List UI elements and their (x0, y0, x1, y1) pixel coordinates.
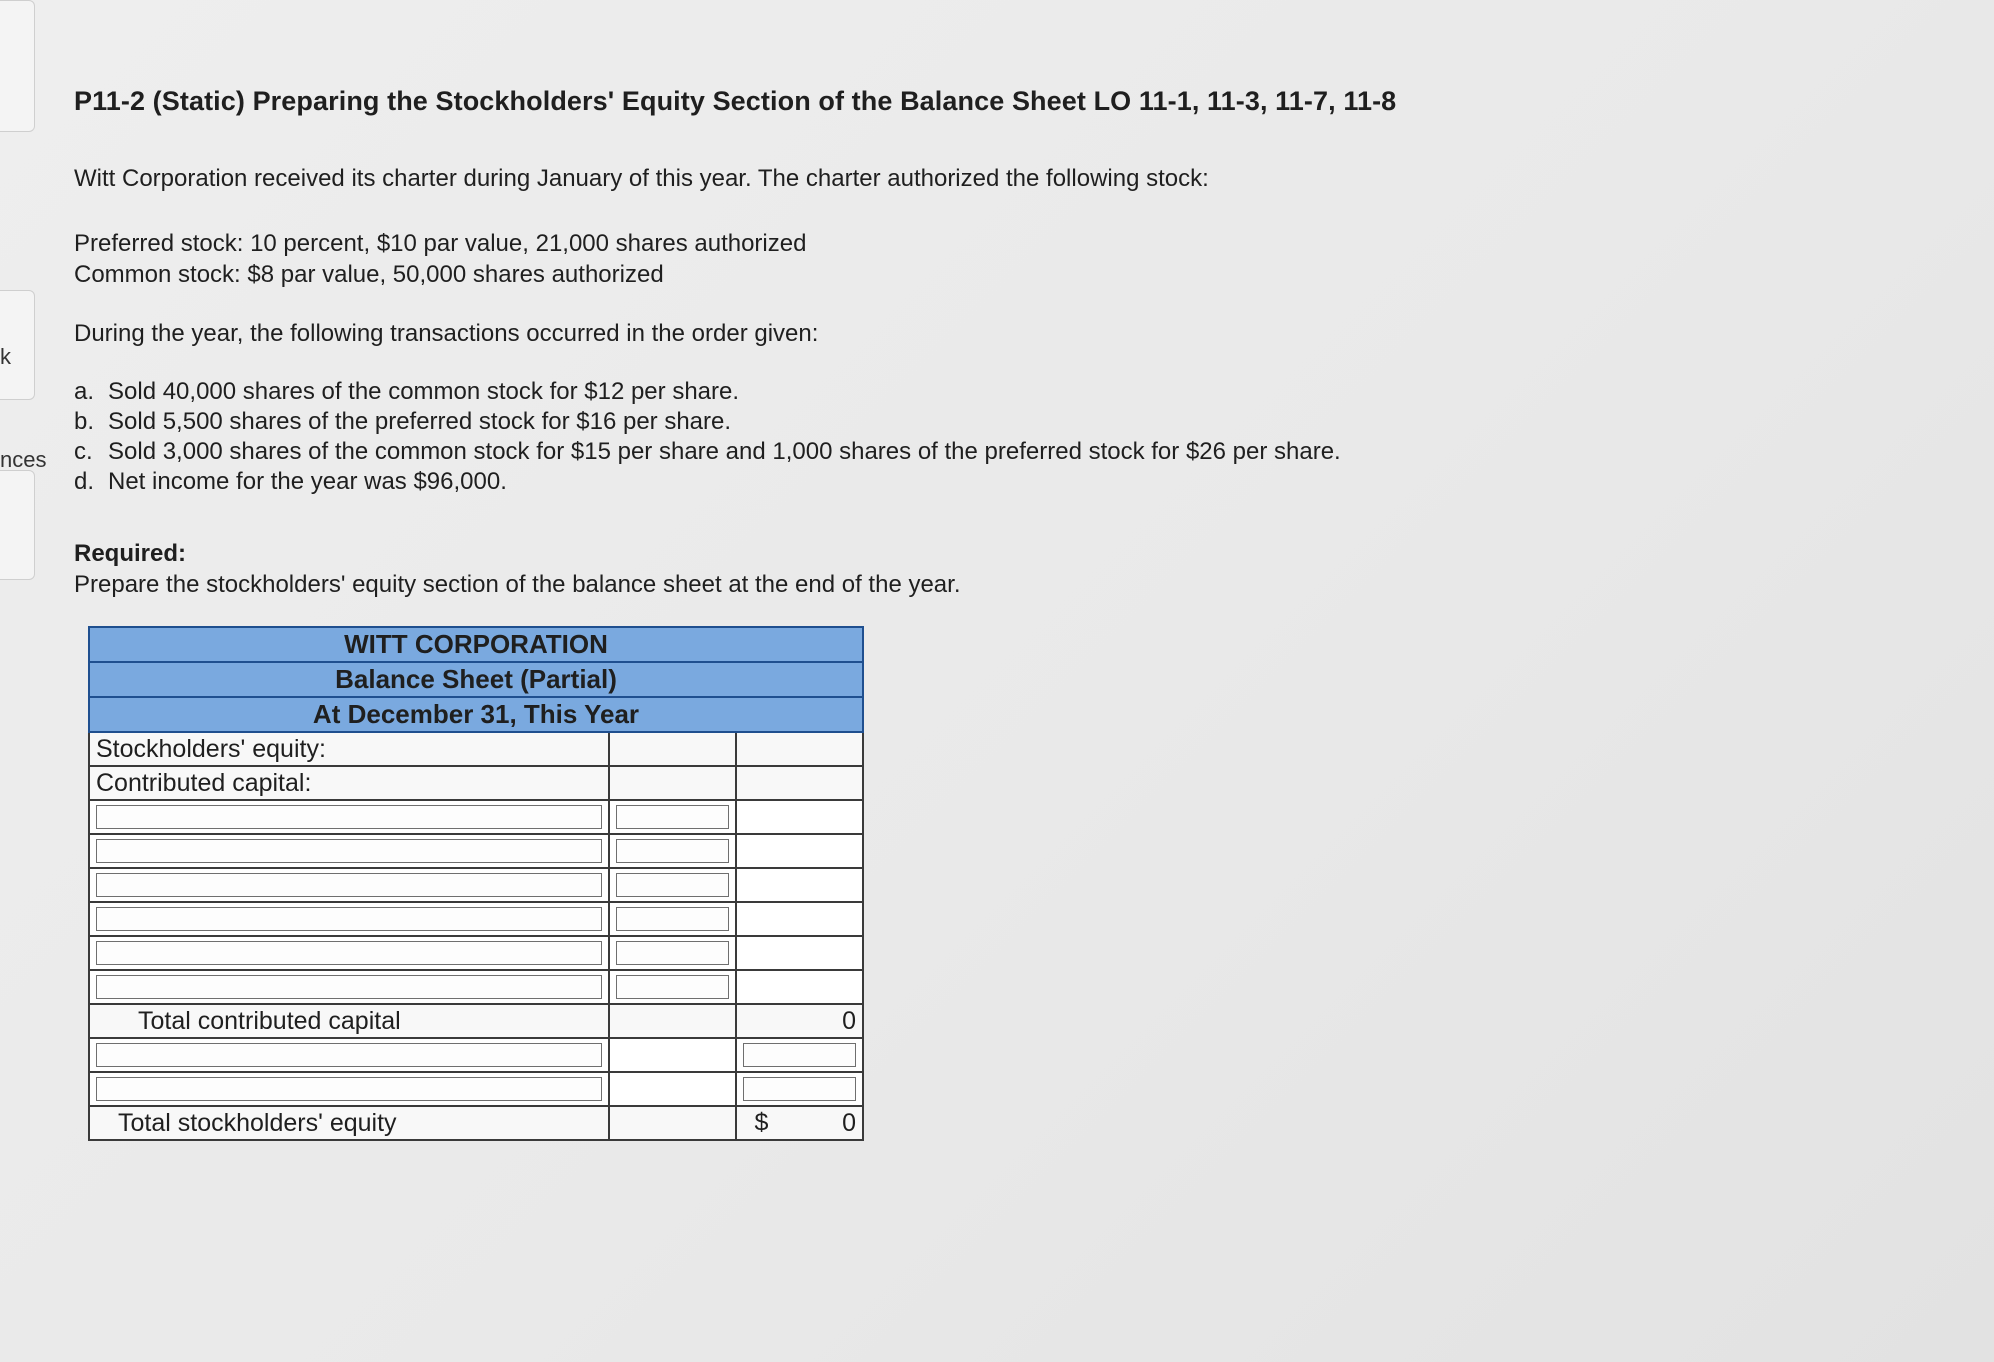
currency-symbol: $ (754, 1108, 769, 1137)
required-text: Prepare the stockholders' equity section of the balance sheet at the end of the year. (74, 571, 961, 598)
empty-cell (609, 1106, 736, 1140)
account-name-input[interactable] (89, 1038, 609, 1072)
transaction-text: Sold 40,000 shares of the common stock for $12 per share. (108, 378, 740, 405)
account-name-input[interactable] (89, 970, 609, 1004)
total-contributed-capital-value: 0 (736, 1004, 863, 1038)
amount-input[interactable] (609, 970, 736, 1004)
account-name-input[interactable] (89, 1072, 609, 1106)
left-panel-fragment-k: k (0, 344, 11, 369)
account-name-input[interactable] (89, 800, 609, 834)
total-contributed-capital-label: Total contributed capital (89, 1004, 609, 1038)
account-name-input[interactable] (89, 868, 609, 902)
empty-cell (736, 902, 863, 936)
transaction-letter: b. (74, 408, 95, 435)
transaction-list (74, 377, 1494, 497)
amount-input[interactable] (609, 936, 736, 970)
transaction-item (74, 377, 1494, 407)
contributed-capital-label: Contributed capital: (89, 766, 609, 800)
transaction-item (74, 467, 1494, 497)
empty-cell (609, 732, 736, 766)
problem-title: P11-2 (Static) Preparing the Stockholders' Equity Section of the Balance Sheet LO 11-1, 11-3, 11-7, 11-8 (74, 86, 1397, 116)
empty-cell (736, 800, 863, 834)
balance-sheet-table (88, 626, 864, 1141)
account-name-input[interactable] (89, 936, 609, 970)
empty-cell (736, 732, 863, 766)
empty-cell (736, 834, 863, 868)
contributed-capital-entry-row (89, 800, 863, 834)
empty-cell (609, 1038, 736, 1072)
empty-cell (609, 766, 736, 800)
transaction-item (74, 407, 1494, 437)
empty-cell (736, 766, 863, 800)
statement-name-header: Balance Sheet (Partial) (89, 662, 863, 697)
transactions-intro: During the year, the following transactions occurred in the order given: (74, 320, 819, 347)
left-panel-edge-top (0, 0, 35, 132)
account-name-input[interactable] (89, 834, 609, 868)
empty-cell (609, 1072, 736, 1106)
empty-cell (736, 936, 863, 970)
amount-input[interactable] (609, 834, 736, 868)
amount-input[interactable] (609, 902, 736, 936)
preferred-stock-line: Preferred stock: 10 percent, $10 par value, 21,000 shares authorized (74, 230, 807, 257)
empty-cell (736, 868, 863, 902)
contributed-capital-entry-row (89, 970, 863, 1004)
company-name-header: WITT CORPORATION (89, 627, 863, 662)
empty-cell (609, 1004, 736, 1038)
left-panel-fragment-nces: nces (0, 447, 47, 472)
total-stockholders-equity-label: Total stockholders' equity (89, 1106, 609, 1140)
empty-cell (736, 970, 863, 1004)
common-stock-line: Common stock: $8 par value, 50,000 shares authorized (74, 261, 664, 288)
amount-input[interactable] (736, 1038, 863, 1072)
transaction-text: Sold 5,500 shares of the preferred stock for $16 per share. (108, 408, 732, 435)
left-panel-edge-lower (0, 470, 35, 580)
contributed-capital-entry-row (89, 902, 863, 936)
stockholders-equity-label: Stockholders' equity: (89, 732, 609, 766)
problem-page (74, 86, 1494, 600)
contributed-capital-entry-row (89, 868, 863, 902)
amount-input[interactable] (736, 1072, 863, 1106)
required-heading: Required: (74, 540, 187, 567)
transaction-letter: c. (74, 438, 93, 465)
retained-earnings-entry-row (89, 1038, 863, 1072)
transaction-text: Sold 3,000 shares of the common stock for $15 per share and 1,000 shares of the preferred stock for $26 per share. (108, 438, 1341, 465)
transaction-letter: d. (74, 468, 95, 495)
amount-input[interactable] (609, 800, 736, 834)
total-stockholders-equity-value: 0 (842, 1108, 856, 1137)
contributed-capital-entry-row (89, 834, 863, 868)
problem-intro: Witt Corporation received its charter during January of this year. The charter authorized the following stock: (74, 165, 1209, 192)
statement-date-header: At December 31, This Year (89, 697, 863, 732)
additional-entry-row (89, 1072, 863, 1106)
transaction-letter: a. (74, 378, 95, 405)
total-stockholders-equity-cell (736, 1106, 863, 1140)
amount-input[interactable] (609, 868, 736, 902)
transaction-item (74, 437, 1494, 467)
account-name-input[interactable] (89, 902, 609, 936)
contributed-capital-entry-row (89, 936, 863, 970)
transaction-text: Net income for the year was $96,000. (108, 468, 507, 495)
